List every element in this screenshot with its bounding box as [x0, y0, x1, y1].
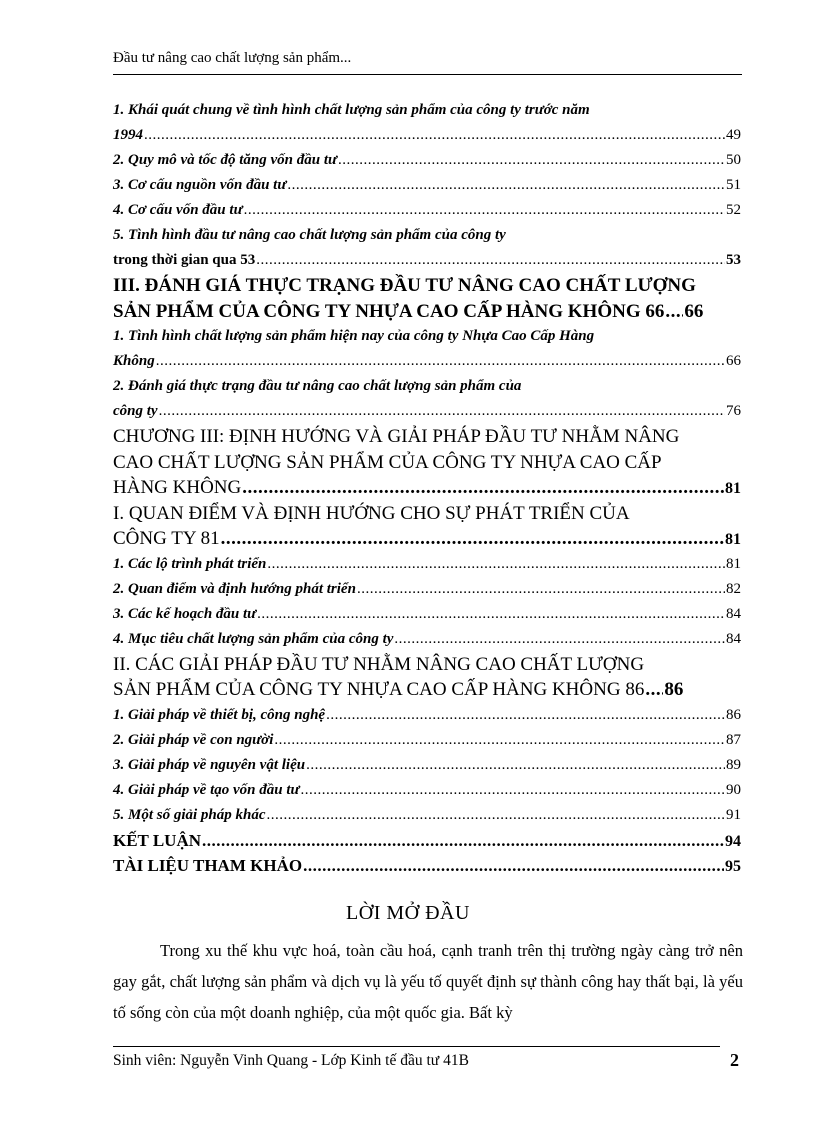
- toc-leader: [267, 803, 725, 828]
- toc-leader: [156, 349, 725, 374]
- toc-entry[interactable]: [113, 753, 741, 778]
- toc-leader: [159, 399, 725, 424]
- toc-entry-title: 3. Cơ cấu nguồn vốn đầu tư: [113, 177, 287, 193]
- toc-entry[interactable]: [113, 148, 741, 173]
- toc-leader: [221, 526, 724, 552]
- toc-leader: [202, 828, 724, 854]
- toc-entry-title: 4. Giải pháp về tạo vốn đầu tư: [113, 781, 300, 798]
- toc-entry-title: 4. Cơ cấu vốn đầu tư: [113, 202, 243, 218]
- toc-leader: [287, 173, 725, 198]
- toc-leader: [274, 728, 725, 753]
- toc-page-number: 90: [726, 781, 741, 798]
- toc-entry-title: 2. Quan điểm và định hướng phát triển: [113, 580, 356, 597]
- toc-entry[interactable]: [113, 803, 741, 828]
- toc-page-number: 84: [726, 605, 741, 622]
- table-of-contents: [113, 98, 741, 879]
- toc-entry[interactable]: [113, 652, 741, 703]
- toc-leader: [144, 123, 725, 148]
- footer-rule: [113, 1046, 720, 1047]
- toc-page-number: 51: [726, 177, 741, 193]
- running-footer: Sinh viên: Nguyễn Vinh Quang - Lớp Kinh tế đầu tư 41B: [113, 1052, 469, 1069]
- toc-entry-title: CAO CHẤT LƯỢNG SẢN PHẨM CỦA CÔNG TY NHỰA CAO CẤP: [113, 451, 662, 473]
- toc-leader: [242, 475, 724, 501]
- toc-page-number: 50: [726, 152, 741, 168]
- toc-page-number: 95: [725, 858, 741, 875]
- toc-entry[interactable]: [113, 424, 741, 501]
- toc-entry-title: 1. Các lộ trình phát triển: [113, 555, 267, 572]
- toc-entry-title: 2. Giải pháp về con người: [113, 731, 274, 748]
- toc-entry[interactable]: [113, 324, 741, 374]
- toc-leader: [394, 627, 725, 652]
- toc-leader: [306, 753, 725, 778]
- section-heading: LỜI MỞ ĐẦU: [346, 902, 470, 924]
- toc-entry-title: III. ĐÁNH GIÁ THỰC TRẠNG ĐẦU TƯ NÂNG CAO CHẤT LƯỢNG: [113, 275, 696, 296]
- toc-entry-title: SẢN PHẨM CỦA CÔNG TY NHỰA CAO CẤP HÀNG KHÔNG 86: [113, 679, 645, 700]
- toc-leader: [357, 577, 725, 602]
- toc-leader: [301, 778, 726, 803]
- toc-page-number: 82: [726, 580, 741, 597]
- toc-entry-title: I. QUAN ĐIỂM VÀ ĐỊNH HƯỚNG CHO SỰ PHÁT TRIỂN CỦA: [113, 502, 630, 524]
- toc-page-number: 86: [664, 679, 684, 700]
- toc-entry[interactable]: [113, 577, 741, 602]
- toc-page-number: 81: [725, 480, 741, 497]
- toc-page-number: 94: [725, 832, 741, 850]
- toc-entry-title: 3. Giải pháp về nguyên vật liệu: [113, 756, 306, 773]
- toc-entry[interactable]: [113, 374, 741, 424]
- toc-entry-title: 1. Giải pháp về thiết bị, công nghệ: [113, 706, 326, 723]
- toc-entry-title: 1. Tình hình chất lượng sản phẩm hiện nay của công ty Nhựa Cao Cấp Hàng: [113, 328, 595, 344]
- toc-entry-title: 2. Đánh giá thực trạng đầu tư nâng cao chất lượng sản phẩm của: [113, 378, 522, 394]
- toc-entry[interactable]: [113, 173, 741, 198]
- toc-entry-title: TÀI LIỆU THAM KHẢO: [113, 856, 303, 875]
- toc-leader: [257, 602, 725, 627]
- intro-text: Trong xu thế khu vực hoá, toàn cầu hoá, cạnh tranh trên thị trường ngày càng trở nên gay gắt, chất lượng sản phẩm và dịch vụ là yếu tố quyết định sự thành công hay thất bại, là yếu tố sống còn của một doanh nghiệp, của một quốc gia. Bất kỳ: [113, 941, 743, 1022]
- toc-entry-title: 3. Các kế hoạch đầu tư: [113, 605, 257, 622]
- toc-entry[interactable]: [113, 778, 741, 803]
- toc-page-number: 81: [726, 555, 741, 572]
- toc-entry-title: 4. Mục tiêu chất lượng sản phẩm của công ty: [113, 630, 394, 647]
- toc-leader: [645, 677, 663, 703]
- toc-entry-title: HÀNG KHÔNG: [113, 477, 242, 498]
- toc-entry-title: 5. Tình hình đầu tư nâng cao chất lượng sản phẩm của công ty: [113, 227, 506, 243]
- toc-entry[interactable]: [113, 853, 741, 879]
- toc-page-number: 81: [725, 531, 741, 548]
- toc-entry[interactable]: [113, 223, 741, 273]
- intro-paragraph: [113, 935, 743, 1028]
- page-number: 2: [730, 1050, 739, 1070]
- toc-entry-title: 2. Quy mô và tốc độ tăng vốn đầu tư: [113, 152, 337, 168]
- toc-entry[interactable]: [113, 273, 741, 324]
- toc-entry-title: 5. Một số giải pháp khác: [113, 806, 266, 823]
- toc-entry-title: KẾT LUẬN: [113, 830, 202, 850]
- toc-entry-title: CHƯƠNG III: ĐỊNH HƯỚNG VÀ GIẢI PHÁP ĐẦU TƯ NHẰM NÂNG: [113, 426, 680, 447]
- toc-entry[interactable]: [113, 728, 741, 753]
- toc-entry-title: công ty: [113, 403, 158, 419]
- toc-entry[interactable]: [113, 828, 741, 854]
- toc-leader: [665, 299, 683, 325]
- toc-page-number: 84: [726, 630, 741, 647]
- toc-entry[interactable]: [113, 703, 741, 728]
- toc-page-number: 66: [684, 300, 704, 322]
- toc-page-number: 89: [726, 756, 741, 773]
- toc-page-number: 86: [726, 706, 741, 723]
- toc-page-number: 91: [726, 806, 741, 823]
- toc-page-number: 87: [726, 731, 741, 748]
- toc-entry[interactable]: [113, 98, 741, 148]
- running-header: Đầu tư nâng cao chất lượng sản phẩm...: [113, 50, 352, 66]
- toc-leader: [326, 703, 725, 728]
- toc-page-number: 52: [726, 202, 741, 218]
- toc-entry-title: II. CÁC GIẢI PHÁP ĐẦU TƯ NHẰM NÂNG CAO CHẤT LƯỢNG: [113, 653, 645, 675]
- header-rule: [113, 74, 742, 75]
- toc-page-number: 76: [726, 403, 741, 419]
- toc-entry-title: 1994: [113, 127, 143, 143]
- toc-entry[interactable]: [113, 198, 741, 223]
- toc-entry[interactable]: [113, 552, 741, 577]
- toc-leader: [244, 198, 725, 223]
- toc-entry-title: SẢN PHẨM CỦA CÔNG TY NHỰA CAO CẤP HÀNG KHÔNG 66: [113, 300, 665, 322]
- toc-entry-title: Không: [113, 353, 155, 369]
- toc-entry[interactable]: [113, 501, 741, 552]
- toc-entry-title: 1. Khái quát chung về tình hình chất lượng sản phẩm của công ty trước năm: [113, 102, 590, 118]
- toc-entry-title: CÔNG TY 81: [113, 528, 220, 549]
- toc-leader: [256, 248, 725, 273]
- toc-entry[interactable]: [113, 627, 741, 652]
- toc-page-number: 53: [726, 252, 741, 268]
- toc-leader: [267, 552, 725, 577]
- toc-leader: [338, 148, 725, 173]
- toc-page-number: 49: [726, 127, 741, 143]
- toc-leader: [303, 853, 724, 879]
- toc-entry-title: trong thời gian qua 53: [113, 252, 256, 268]
- toc-page-number: 66: [726, 353, 741, 369]
- toc-entry[interactable]: [113, 602, 741, 627]
